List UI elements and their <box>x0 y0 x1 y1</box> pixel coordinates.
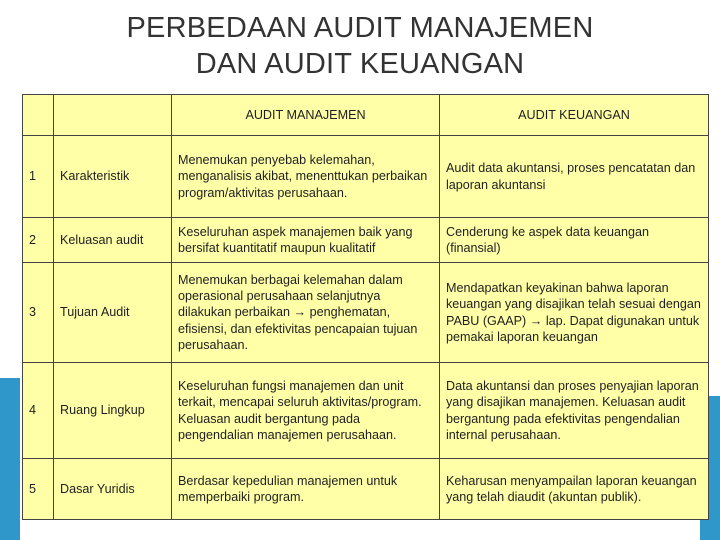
header-cell-audit-manajemen: AUDIT MANAJEMEN <box>172 95 440 136</box>
cell-audit-keuangan: Mendapatkan keyakinan bahwa laporan keuangan yang disajikan telah sesuai dengan PABU (GAAP) → lap. Dapat digunakan untuk pemakai laporan keuangan <box>440 263 709 363</box>
table-row <box>23 136 709 218</box>
table-row <box>23 363 709 459</box>
row-number: 2 <box>23 218 54 263</box>
row-aspect: Dasar Yuridis <box>54 459 172 520</box>
cell-audit-keuangan: Audit data akuntansi, proses pencatatan dan laporan akuntansi <box>440 136 709 218</box>
slide-title-line-1: PERBEDAAN AUDIT MANAJEMEN <box>126 12 594 44</box>
cell-audit-keuangan: Keharusan menyampailan laporan keuangan yang telah diaudit (akuntan publik). <box>440 459 709 520</box>
cell-audit-manajemen: Berdasar kepedulian manajemen untuk memperbaiki program. <box>172 459 440 520</box>
table-header-row <box>23 95 709 136</box>
row-aspect: Ruang Lingkup <box>54 363 172 459</box>
row-number: 3 <box>23 263 54 363</box>
cell-audit-manajemen: Menemukan penyebab kelemahan, menganalisis akibat, menenttukan perbaikan program/aktivitas perusahaan. <box>172 136 440 218</box>
cell-audit-manajemen: Keseluruhan aspek manajemen baik yang bersifat kuantitatif maupun kualitatif <box>172 218 440 263</box>
cell-audit-manajemen: Keseluruhan fungsi manajemen dan unit terkait, mencapai seluruh aktivitas/program. Keluasan audit bergantung pada pengendalian manajemen perusahaan. <box>172 363 440 459</box>
cell-audit-keuangan: Data akuntansi dan proses penyajian laporan yang disajikan manajemen. Keluasan audit bergantung pada efektivitas pengendalian internal perusahaan. <box>440 363 709 459</box>
slide-title-line-2: DAN AUDIT KEUANGAN <box>195 48 525 80</box>
row-aspect: Karakteristik <box>54 136 172 218</box>
decorative-band-left <box>0 378 20 540</box>
row-aspect: Keluasan audit <box>54 218 172 263</box>
header-cell-audit-keuangan: AUDIT KEUANGAN <box>440 95 709 136</box>
cell-audit-manajemen: Menemukan berbagai kelemahan dalam operasional perusahaan selanjutnya dilakukan perbaikan → penghematan, efisiensi, dan efektivitas pencapaian tujuan perusahaan. <box>172 263 440 363</box>
table-row <box>23 263 709 363</box>
header-cell-no <box>23 95 54 136</box>
row-number: 5 <box>23 459 54 520</box>
row-aspect: Tujuan Audit <box>54 263 172 363</box>
row-number: 1 <box>23 136 54 218</box>
slide-title <box>0 10 720 82</box>
table-row <box>23 459 709 520</box>
row-number: 4 <box>23 363 54 459</box>
cell-audit-keuangan: Cenderung ke aspek data keuangan (finansial) <box>440 218 709 263</box>
header-cell-aspect <box>54 95 172 136</box>
comparison-table <box>22 94 709 520</box>
table-row <box>23 218 709 263</box>
